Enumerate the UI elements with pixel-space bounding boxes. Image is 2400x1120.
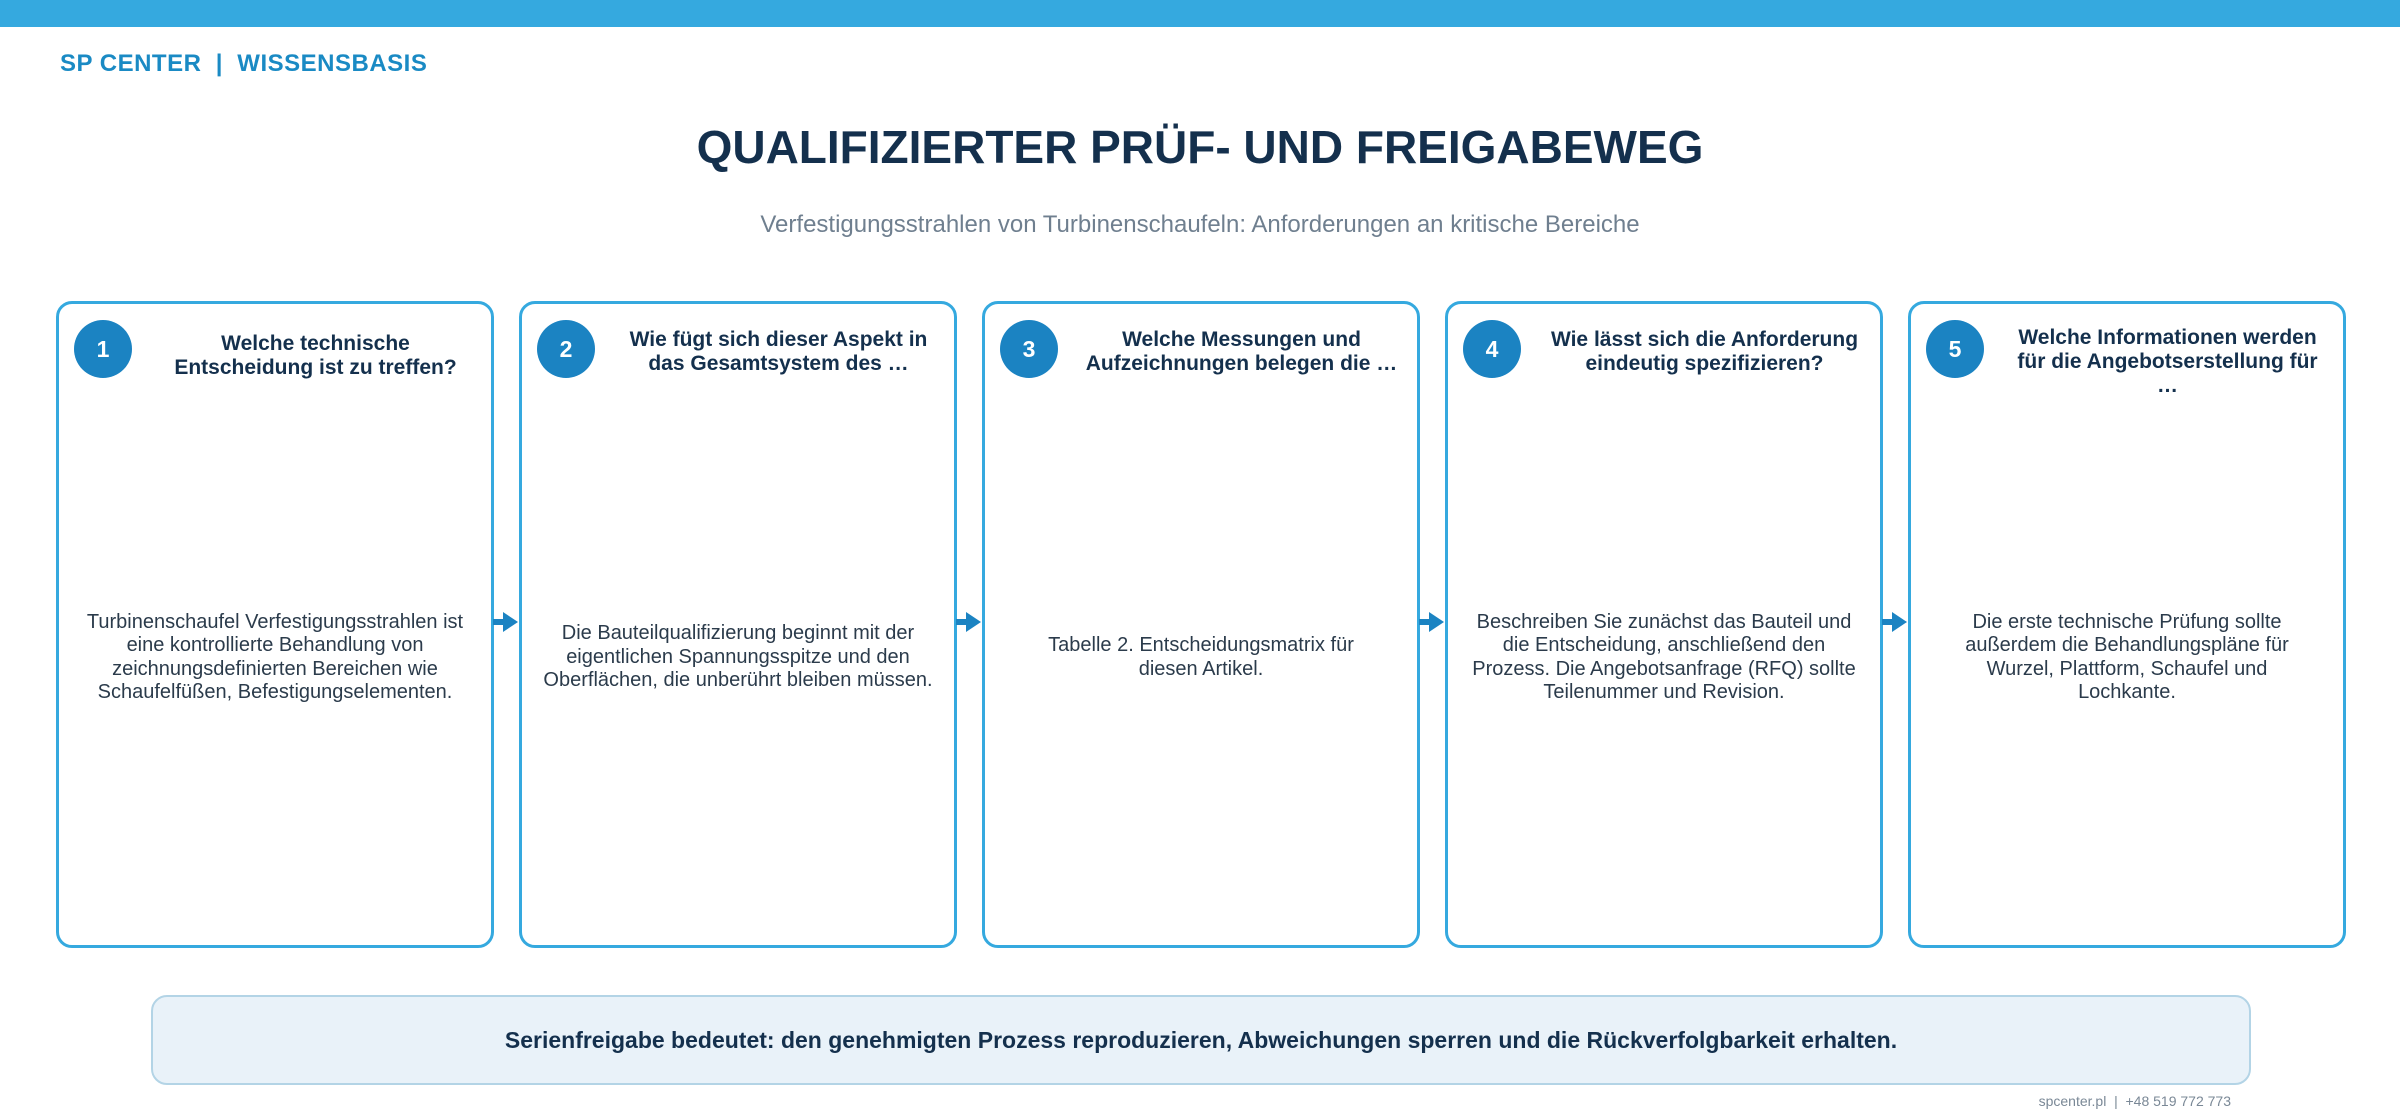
takeaway-banner xyxy=(151,995,2251,1085)
brand-label: SP CENTER | WISSENSBASIS xyxy=(60,50,428,77)
step-body xyxy=(1466,390,1862,925)
step-title: Wie lässt sich die Anforderung eindeutig spezifizieren? xyxy=(1550,328,1859,375)
step-body xyxy=(1003,390,1399,925)
step-number-badge: 3 xyxy=(1000,320,1058,378)
step-body xyxy=(540,390,936,925)
step-number-badge: 2 xyxy=(537,320,595,378)
step-card-4 xyxy=(1445,301,1883,948)
step-body-text: Beschreiben Sie zunächst das Bauteil und die Entscheidung, anschließend den Prozess. Die Angebotsanfrage (RFQ) sollte Teilenummer und Revision. xyxy=(1472,610,1856,703)
step-body-text: Die erste technische Prüfung sollte außerdem die Behandlungspläne für Wurzel, Plattform, Schaufel und Lochkante. xyxy=(1965,610,2289,703)
step-title: Welche technische Entscheidung ist zu treffen? xyxy=(174,332,457,379)
step-body-text: Die Bauteilqualifizierung beginnt mit der eigentlichen Spannungsspitze und den Oberflächen, die unberührt bleiben müssen. xyxy=(543,622,933,692)
arrow-right-icon xyxy=(1419,611,1445,633)
step-card-2 xyxy=(519,301,957,948)
footer-contact: spcenter.pl | +48 519 772 773 xyxy=(2038,1093,2231,1109)
step-body xyxy=(77,390,473,925)
step-body-text: Tabelle 2. Entscheidungsmatrix für diesen Artikel. xyxy=(1048,634,1354,680)
step-card-5 xyxy=(1908,301,2346,948)
step-number-badge: 1 xyxy=(74,320,132,378)
step-title: Welche Informationen werden für die Angebotserstellung für … xyxy=(2017,326,2318,397)
step-card-1 xyxy=(56,301,494,948)
step-title: Welche Messungen und Aufzeichnungen belegen die … xyxy=(1085,328,1398,375)
page-subtitle: Verfestigungsstrahlen von Turbinenschaufeln: Anforderungen an kritische Bereiche xyxy=(760,211,1640,238)
step-body-text: Turbinenschaufel Verfestigungsstrahlen ist eine kontrollierte Behandlung von zeichnungsdefinierten Bereichen wie Schaufelfüßen, Befestigungselementen. xyxy=(86,610,464,703)
arrow-right-icon xyxy=(956,611,982,633)
takeaway-text: Serienfreigabe bedeutet: den genehmigten Prozess reproduzieren, Abweichungen sperren und die Rückverfolgbarkeit erhalten. xyxy=(504,1026,1898,1053)
page-title: QUALIFIZIERTER PRÜF- UND FREIGABEWEG xyxy=(696,121,1704,173)
step-number-badge: 5 xyxy=(1926,320,1984,378)
step-body xyxy=(1929,390,2325,925)
arrow-right-icon xyxy=(493,611,519,633)
step-number-badge: 4 xyxy=(1463,320,1521,378)
step-card-3 xyxy=(982,301,1420,948)
arrow-right-icon xyxy=(1882,611,1908,633)
step-title: Wie fügt sich dieser Aspekt in das Gesamtsystem des … xyxy=(629,328,928,375)
